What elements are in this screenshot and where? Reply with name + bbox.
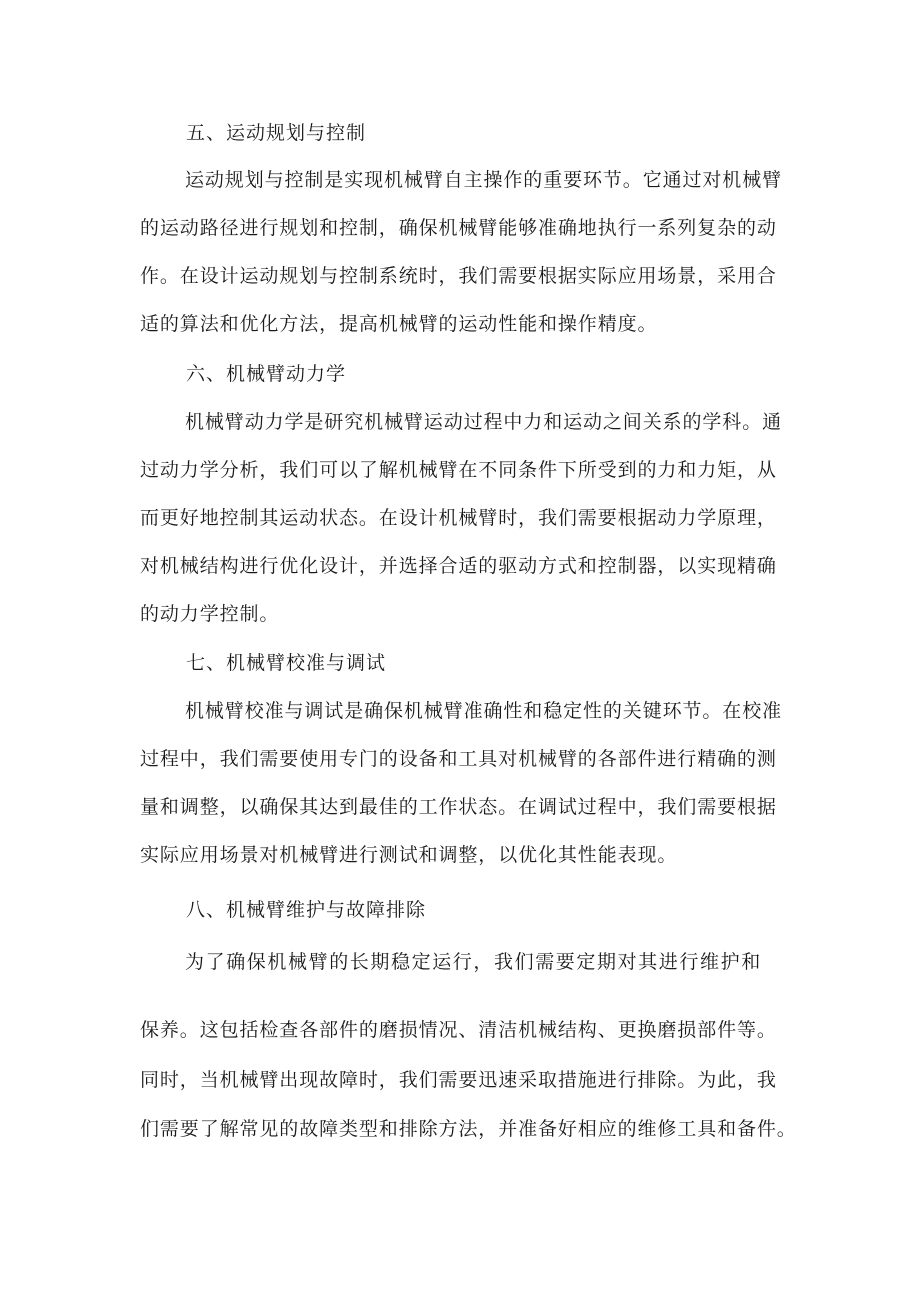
- paragraph-line: 过动力学分析，我们可以了解机械臂在不同条件下所受到的力和力矩，从: [140, 459, 777, 481]
- paragraph-line: 而更好地控制其运动状态。在设计机械臂时，我们需要根据动力学原理，: [140, 507, 777, 529]
- paragraph-line: 机械臂动力学是研究机械臂运动过程中力和运动之间关系的学科。通: [185, 411, 783, 433]
- section-heading-6: 六、机械臂动力学: [186, 363, 347, 385]
- paragraph-line: 的动力学控制。: [140, 603, 280, 625]
- paragraph-line: 们需要了解常见的故障类型和排除方法，并准备好相应的维修工具和备件。: [140, 1118, 797, 1140]
- paragraph-line: 的运动路径进行规划和控制，确保机械臂能够准确地执行一系列复杂的动: [140, 217, 777, 239]
- paragraph-line: 为了确保机械臂的长期稳定运行，我们需要定期对其进行维护和: [185, 951, 762, 973]
- paragraph-line: 对机械结构进行优化设计，并选择合适的驱动方式和控制器，以实现精确: [140, 555, 777, 577]
- paragraph-line: 作。在设计运动规划与控制系统时，我们需要根据实际应用场景，采用合: [140, 265, 777, 287]
- section-heading-7: 七、机械臂校准与调试: [186, 652, 387, 674]
- paragraph-line: 量和调整，以确保其达到最佳的工作状态。在调试过程中，我们需要根据: [140, 796, 777, 818]
- paragraph-line: 适的算法和优化方法，提高机械臂的运动性能和操作精度。: [140, 313, 658, 335]
- section-heading-8: 八、机械臂维护与故障排除: [186, 899, 427, 921]
- paragraph-line: 过程中，我们需要使用专门的设备和工具对机械臂的各部件进行精确的测: [140, 748, 777, 770]
- paragraph-line: 保养。这包括检查各部件的磨损情况、清洁机械结构、更换磨损部件等。: [140, 1019, 777, 1041]
- paragraph-line: 同时，当机械臂出现故障时，我们需要迅速采取措施进行排除。为此，我: [140, 1069, 777, 1091]
- paragraph-line: 运动规划与控制是实现机械臂自主操作的重要环节。它通过对机械臂: [185, 169, 783, 191]
- section-heading-5: 五、运动规划与控制: [186, 122, 367, 144]
- paragraph-line: 机械臂校准与调试是确保机械臂准确性和稳定性的关键环节。在校准: [185, 700, 783, 722]
- paragraph-line: 实际应用场景对机械臂进行测试和调整，以优化其性能表现。: [140, 844, 678, 866]
